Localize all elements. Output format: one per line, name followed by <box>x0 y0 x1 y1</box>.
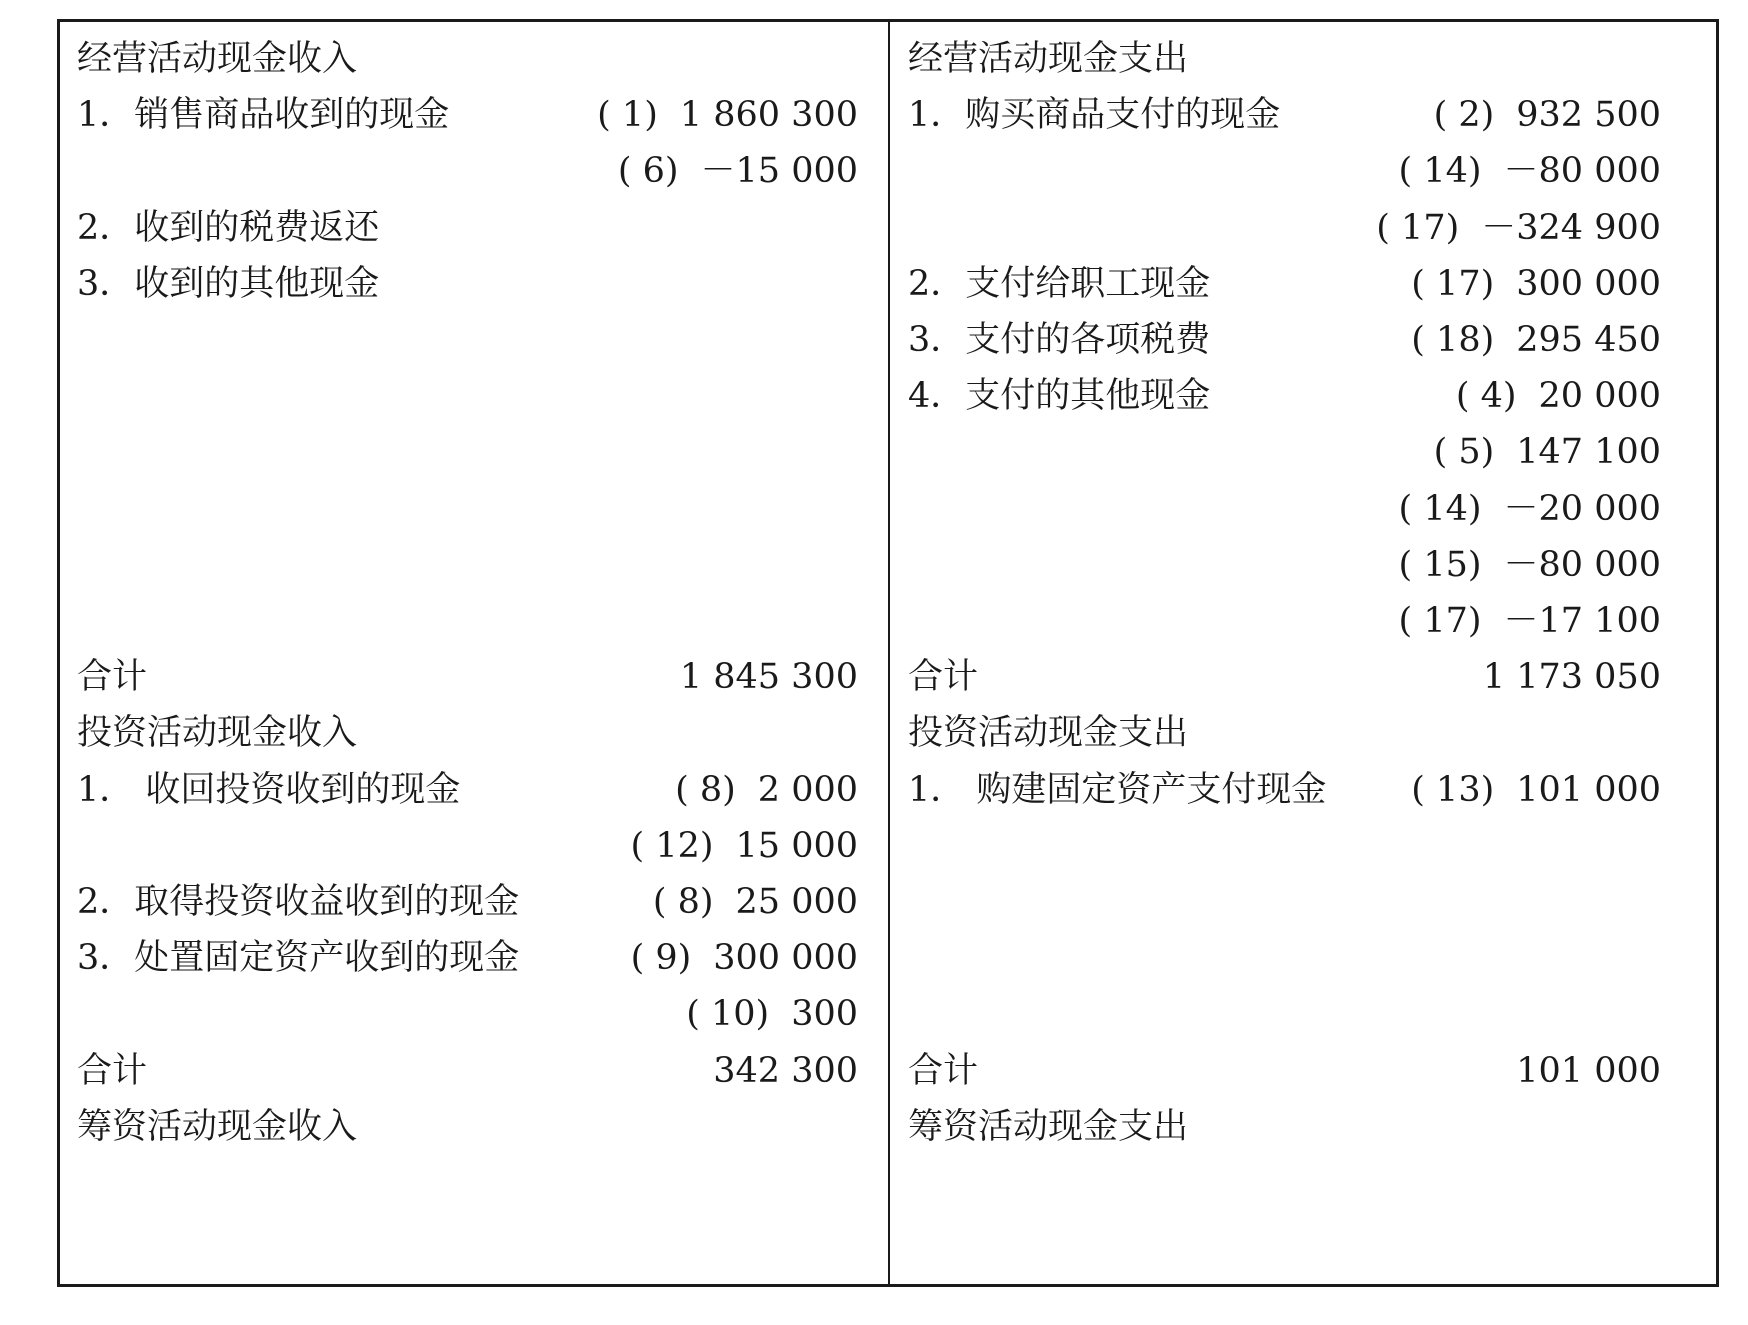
row-amount-cell <box>675 759 858 821</box>
table-row <box>60 1040 888 1102</box>
row-label: 投资活动现金收入 <box>77 713 358 754</box>
amount-value: 342 300 <box>713 1050 858 1091</box>
amount-value: 295 450 <box>1516 320 1661 360</box>
table-row <box>60 365 888 427</box>
entry-reference: ( 1) <box>597 95 658 136</box>
entry-reference: ( 14) <box>1398 488 1482 529</box>
table-row <box>890 702 1719 764</box>
row-amount-cell <box>1434 421 1661 483</box>
entry-reference: ( 13) <box>1411 769 1495 810</box>
entry-reference: ( 18) <box>1411 320 1495 360</box>
cash-outflow-column <box>890 22 1719 1284</box>
table-row <box>890 871 1719 933</box>
row-label: 筹资活动现金收入 <box>77 1106 358 1147</box>
cash-inflow-column <box>60 22 888 1284</box>
table-row <box>60 84 888 146</box>
amount-value: 300 000 <box>713 938 858 979</box>
row-amount-cell <box>1411 309 1661 371</box>
table-row <box>890 197 1719 259</box>
table-row <box>890 421 1719 483</box>
table-row <box>890 28 1719 90</box>
row-label: 经营活动现金支出 <box>908 39 1189 79</box>
row-amount-cell <box>1434 84 1661 146</box>
table-row <box>60 646 888 708</box>
table-row <box>60 983 888 1045</box>
table-row <box>60 702 888 764</box>
row-label: 合计 <box>908 657 979 698</box>
amount-value: 25 000 <box>735 882 858 922</box>
row-amount-cell <box>680 646 858 708</box>
table-row <box>890 1096 1719 1158</box>
amount-value: 300 000 <box>1516 263 1661 304</box>
table-row <box>60 421 888 483</box>
amount-value: 20 000 <box>1538 376 1661 417</box>
row-amount-cell <box>1456 365 1661 427</box>
entry-reference: ( 17) <box>1398 601 1482 641</box>
entry-reference: ( 2) <box>1433 95 1495 136</box>
table-row <box>890 1040 1719 1102</box>
amount-value: －20 000 <box>1503 488 1661 529</box>
amount-value: 1 173 050 <box>1482 657 1661 698</box>
amount-value: 932 500 <box>1516 95 1661 136</box>
entry-reference: ( 4) <box>1455 376 1517 417</box>
row-label: 1．购买商品支付的现金 <box>908 95 1281 136</box>
row-label: 筹资活动现金支出 <box>908 1106 1189 1147</box>
table-row <box>60 927 888 989</box>
table-row <box>890 84 1719 146</box>
amount-value: －80 000 <box>1503 151 1661 192</box>
entry-reference: ( 10) <box>686 994 770 1035</box>
amount-value: 15 000 <box>735 825 858 866</box>
row-amount-cell <box>618 140 858 202</box>
table-row <box>890 309 1719 371</box>
entry-reference: ( 17) <box>1411 263 1495 304</box>
cash-flow-table <box>57 19 1719 1287</box>
table-row <box>60 478 888 540</box>
amount-value: 101 000 <box>1516 1050 1661 1091</box>
row-label: 2．取得投资收益收到的现金 <box>77 882 520 922</box>
row-label: 3．处置固定资产收到的现金 <box>77 938 520 979</box>
entry-reference: ( 14) <box>1398 151 1482 192</box>
row-amount-cell <box>597 84 858 146</box>
entry-reference: ( 15) <box>1398 544 1482 585</box>
table-row <box>890 534 1719 596</box>
row-amount-cell <box>1483 646 1661 708</box>
row-amount-cell <box>1376 197 1661 259</box>
entry-reference: ( 5) <box>1433 432 1495 473</box>
table-row <box>60 759 888 821</box>
table-row <box>60 534 888 596</box>
row-amount-cell <box>686 983 858 1045</box>
amount-value: －80 000 <box>1503 544 1661 585</box>
table-row <box>60 1096 888 1158</box>
row-amount-cell <box>1411 759 1661 821</box>
table-row <box>60 197 888 259</box>
table-row <box>60 28 888 90</box>
table-row <box>60 871 888 933</box>
row-amount-cell <box>1399 590 1661 652</box>
row-label: 经营活动现金收入 <box>77 39 358 79</box>
row-amount-cell <box>713 1040 858 1102</box>
entry-reference: ( 17) <box>1376 207 1460 248</box>
amount-value: 2 000 <box>757 769 858 810</box>
row-label: 1． 购建固定资产支付现金 <box>908 769 1327 810</box>
entry-reference: ( 8) <box>652 882 714 922</box>
amount-value: 1 845 300 <box>679 657 858 698</box>
entry-reference: ( 12) <box>630 825 714 866</box>
table-row <box>890 983 1719 1045</box>
row-amount-cell <box>1399 140 1661 202</box>
table-row <box>60 309 888 371</box>
amount-value: －324 900 <box>1481 207 1661 248</box>
row-label: 3．收到的其他现金 <box>77 263 380 304</box>
table-row <box>890 478 1719 540</box>
row-amount-cell <box>1399 534 1661 596</box>
table-row <box>890 927 1719 989</box>
amount-value: 101 000 <box>1516 769 1661 810</box>
table-row <box>60 253 888 315</box>
row-amount-cell <box>1516 1040 1661 1102</box>
row-label: 1．销售商品收到的现金 <box>77 95 450 136</box>
amount-value: 147 100 <box>1516 432 1661 473</box>
amount-value: 300 <box>791 994 858 1035</box>
table-row <box>890 815 1719 877</box>
table-row <box>890 590 1719 652</box>
row-label: 3．支付的各项税费 <box>908 320 1211 360</box>
table-row <box>890 253 1719 315</box>
table-row <box>60 140 888 202</box>
table-row <box>60 815 888 877</box>
row-amount-cell <box>653 871 858 933</box>
row-label: 4．支付的其他现金 <box>908 376 1211 417</box>
row-label: 合计 <box>77 657 148 698</box>
table-row <box>890 140 1719 202</box>
row-label: 投资活动现金支出 <box>908 713 1189 754</box>
row-label: 1． 收回投资收到的现金 <box>77 769 461 810</box>
amount-value: 1 860 300 <box>679 95 858 136</box>
row-amount-cell <box>631 815 858 877</box>
row-label: 2．收到的税费返还 <box>77 207 380 248</box>
row-amount-cell <box>1411 253 1661 315</box>
entry-reference: ( 6) <box>617 151 679 192</box>
amount-value: －15 000 <box>700 151 858 192</box>
entry-reference: ( 9) <box>630 938 692 979</box>
row-label: 合计 <box>908 1050 979 1091</box>
table-row <box>890 365 1719 427</box>
row-amount-cell <box>631 927 858 989</box>
row-label: 合计 <box>77 1050 148 1091</box>
amount-value: －17 100 <box>1503 601 1661 641</box>
table-row <box>60 590 888 652</box>
table-row <box>890 759 1719 821</box>
table-row <box>890 646 1719 708</box>
entry-reference: ( 8) <box>675 769 736 810</box>
row-amount-cell <box>1399 478 1661 540</box>
row-label: 2．支付给职工现金 <box>908 263 1211 304</box>
